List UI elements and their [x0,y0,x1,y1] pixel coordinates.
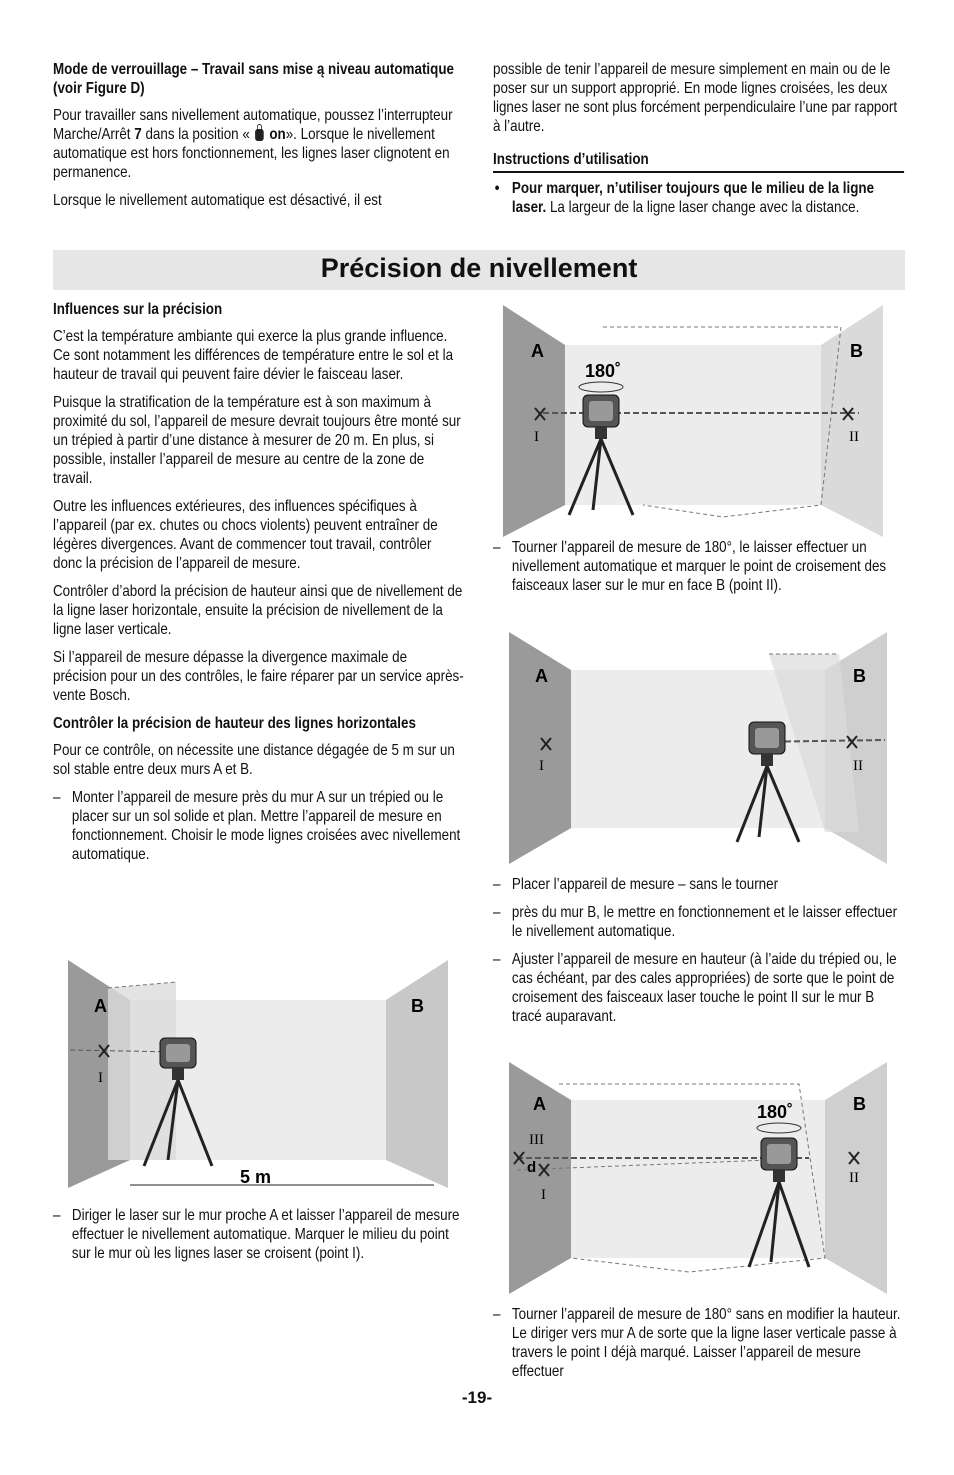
continuation-paragraph: possible de tenir l’appareil de mesure simplement en main ou de le poser sur un support approprié. En mode lignes croisées, les deux lignes laser ne sont plus forcément perpendiculaire l’une par rapport à l’autre. [493,61,898,135]
laser-plane [108,982,176,1160]
paragraph: Outre les influences extérieures, des influences spécifiques à l’appareil (par ex. chutes ou chocs violents) peuvent entraîner de légères divergences. Avant de commencer tout travail, contrôler donc la précision de l’appareil de mesure. [53,498,438,572]
distance-label: 5 m [240,1167,272,1187]
lock-mode-heading: Mode de verrouillage – Travail sans mise ą niveau automatique (voir Figure D) [53,61,454,97]
page-number: -19- [461,1388,493,1407]
right-step-1 [493,538,904,604]
point-ii-label: II [849,429,859,445]
switch-number: 7 [134,126,142,143]
point-i-label: I [98,1070,103,1086]
right-step-2 [493,875,904,1035]
paragraph: Puisque la stratification de la température est à son maximum à proximité du sol, l’appareil de mesure devrait toujours être monté sur un trépied à partir d’une distance à mesurer de 20 m. En plus, si possible, installer l’appareil de mesure au centre de la zone de travail. [53,394,461,487]
left-top-column [53,60,464,219]
paragraph: Si l’appareil de mesure dépasse la divergence maximale de précision pour un des contrôles, le faire réparer par un service après-vente Bosch. [53,649,464,704]
influences-heading: Influences sur la précision [53,301,223,318]
wall-b-label: B [850,341,863,361]
text: dans la position « [141,126,254,143]
bullet-text: La largeur de la ligne laser change avec la distance. [546,199,860,216]
check-heading: Contrôler la précision de hauteur des lignes horizontales [53,715,416,732]
point-iii-label: III [529,1132,544,1148]
left-bottom-column [53,1206,464,1272]
wall-a-label: A [533,1094,546,1114]
wall-b-label: B [853,1094,866,1114]
on-label: on [269,126,286,143]
figure-wall-a-setup [68,960,448,1198]
paragraph: Pour ce contrôle, on nécessite une distance dégagée de 5 m sur un sol stable entre deux murs A et B. [53,742,455,778]
wall-b-shape [386,960,448,1188]
delta-label: d [527,1159,537,1176]
point-ii-label: II [853,758,863,774]
lock-mode-paragraph-2: Lorsque le nivellement automatique est désactivé, il est [53,192,382,209]
wall-a-label: A [535,666,548,686]
lock-icon [255,129,264,141]
figure-rotate-back [509,1062,887,1294]
wall-a-label: A [531,341,544,361]
rotation-label: 180˚ [585,361,622,381]
text: ». Lorsque le nivellement automatique est hors fonctionnement, les lignes laser clignotent en permanence. [53,126,450,181]
section-banner [53,250,905,290]
point-i-label: I [539,758,544,774]
paragraph: C’est la température ambiante qui exerce la plus grande influence. Ce sont notamment les différences de température entre le sol et la hauteur de travail qui peuvent faire dévier le faisceau laser. [53,328,454,383]
wall-b-label: B [411,996,424,1016]
step-item: – Placer l’appareil de mesure – sans le tourner [493,875,904,894]
step-item: – Diriger le laser sur le mur proche A et laisser l’appareil de mesure effectuer le nivellement automatique. Marquer le milieu du point sur le mur où les lignes laser se croisent (point I). [53,1206,464,1263]
section-title: Précision de nivellement [320,253,638,283]
step-item: – Monter l’appareil de mesure près du mur A sur un trépied ou le placer sur un sol solide et plan. Mettre l’appareil de mesure en fonctionnement. Choisir le mode lignes croisées avec nivellement automatique. [53,788,464,864]
lock-mode-paragraph [53,106,464,182]
step-item: – Tourner l’appareil de mesure de 180° sans en modifier la hauteur. Le diriger vers mur A de sorte que la ligne laser verticale passe à travers le point I déjà marqué. Laisser l’appareil de mesure effectuer [493,1305,904,1381]
wall-b-label: B [853,666,866,686]
paragraph: Contrôler d’abord la précision de hauteur ainsi que de nivellement de la ligne laser horizontale, ensuite la précision de nivellement de la ligne laser verticale. [53,583,463,638]
figure-rotate-180 [503,305,883,537]
step-item: – près du mur B, le mettre en fonctionnement et le laisser effectuer le nivellement automatique. [493,903,904,941]
step-item: – Tourner l’appareil de mesure de 180°, le laisser effectuer un nivellement automatique et marquer le point de croisement des faisceaux laser sur le mur en face B (point II). [493,538,904,595]
right-step-3 [493,1305,904,1390]
instructions-heading: Instructions d’utilisation [493,150,904,173]
point-ii-label: II [849,1170,859,1186]
rotation-label: 180˚ [757,1102,794,1122]
right-top-column [493,60,904,217]
figure-near-wall-b [509,632,887,864]
text: Pour travailler sans nivellement automatique, poussez l’interrupteur Marche/Arrêt [53,107,453,143]
instruction-bullet [493,179,904,217]
wall-a-label: A [94,996,107,1016]
step-item: – Ajuster l’appareil de mesure en hauteur (à l’aide du trépied ou, le cas échéant, par des cales appropriées) de sorte que le point de croisement des faisceaux laser touche le point II sur le mur B tracé auparavant. [493,950,904,1026]
bullet-bold: Pour marquer, n’utiliser toujours que le milieu de la ligne laser. [511,180,875,216]
point-i-label: I [534,429,539,445]
left-column [53,300,464,873]
point-i-label: I [541,1187,546,1203]
